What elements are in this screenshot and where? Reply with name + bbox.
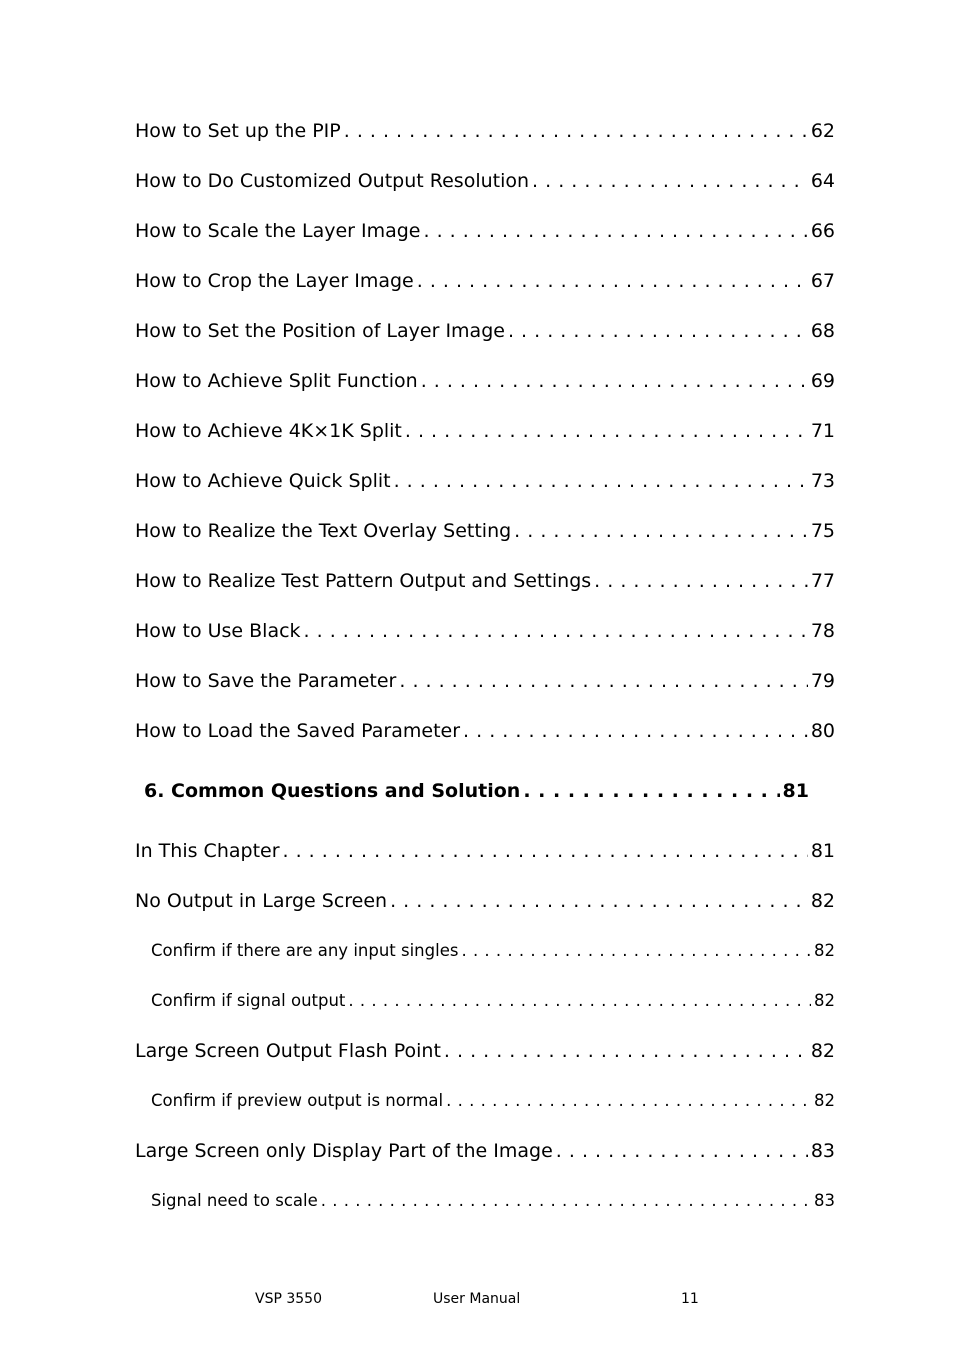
toc-entry-page: 71: [810, 420, 835, 442]
toc-entry[interactable]: [135, 890, 835, 912]
toc-entry-page: 67: [810, 270, 835, 292]
toc-subentry[interactable]: [151, 991, 835, 1010]
dot-leader: [321, 1191, 811, 1210]
toc-entry[interactable]: [135, 720, 835, 742]
toc-entry-title: How to Set up the PIP: [135, 120, 341, 142]
toc-entry-title: How to Achieve 4K×1K Split: [135, 420, 402, 442]
dot-leader: [421, 370, 808, 392]
toc-entry-title: How to Save the Parameter: [135, 670, 397, 692]
toc-entry[interactable]: [135, 120, 835, 142]
footer-doc-title: User Manual: [433, 1291, 521, 1307]
toc-entry-page: 77: [810, 570, 835, 592]
footer-page-number: 11: [681, 1291, 699, 1307]
toc-entry[interactable]: [135, 670, 835, 692]
toc-entry-title: Confirm if there are any input singles: [151, 941, 459, 960]
dot-leader: [417, 270, 808, 292]
toc-entry[interactable]: [135, 520, 835, 542]
dot-leader: [344, 120, 808, 142]
dot-leader: [508, 320, 808, 342]
toc-entry[interactable]: [135, 220, 835, 242]
toc-entry-page: 81: [810, 840, 835, 862]
toc-entry-title: Large Screen only Display Part of the Image: [135, 1140, 553, 1162]
toc-entry-title: Confirm if preview output is normal: [151, 1091, 444, 1110]
dot-leader: [304, 620, 808, 642]
dot-leader: [532, 170, 808, 192]
toc-entry-page: 82: [814, 991, 835, 1010]
dot-leader: [394, 470, 808, 492]
toc-subentry[interactable]: [151, 1091, 835, 1110]
toc-entry-title: How to Set the Position of Layer Image: [135, 320, 505, 342]
page-footer: [0, 1291, 954, 1311]
toc-entry[interactable]: [135, 370, 835, 392]
toc-entry-title: How to Load the Saved Parameter: [135, 720, 461, 742]
toc-entry[interactable]: [135, 570, 835, 592]
toc-entry[interactable]: [135, 270, 835, 292]
toc-entry[interactable]: [135, 320, 835, 342]
toc-entry-title: How to Realize Test Pattern Output and Settings: [135, 570, 592, 592]
toc-entry-title: How to Use Black: [135, 620, 301, 642]
toc-entry-title: Signal need to scale: [151, 1191, 318, 1210]
toc-entry-page: 68: [810, 320, 835, 342]
toc-entry-page: 64: [810, 170, 835, 192]
toc-entry-page: 79: [810, 670, 835, 692]
toc-entry-title: No Output in Large Screen: [135, 890, 388, 912]
toc-entry-page: 82: [814, 941, 835, 960]
dot-leader: [399, 670, 807, 692]
toc-entry[interactable]: [135, 1040, 835, 1062]
toc-entry-page: 82: [810, 890, 835, 912]
dot-leader: [523, 780, 779, 802]
toc-entry-page: 82: [814, 1091, 835, 1110]
toc-entry[interactable]: [135, 470, 835, 492]
toc-entry-page: 78: [810, 620, 835, 642]
dot-leader: [514, 520, 808, 542]
toc-entry-title: How to Realize the Text Overlay Setting: [135, 520, 512, 542]
toc-entry[interactable]: [135, 840, 835, 862]
toc-entry-page: 62: [810, 120, 835, 142]
dot-leader: [461, 941, 811, 960]
dot-leader: [594, 570, 808, 592]
dot-leader: [463, 720, 808, 742]
toc-entry-page: 83: [810, 1140, 835, 1162]
toc-entry-page: 80: [810, 720, 835, 742]
toc-entry[interactable]: [135, 1140, 835, 1162]
dot-leader: [444, 1040, 808, 1062]
toc-entry-page: 83: [814, 1191, 835, 1210]
toc-entry[interactable]: [135, 620, 835, 642]
toc-entry-page: 69: [810, 370, 835, 392]
dot-leader: [446, 1091, 811, 1110]
dot-leader: [283, 840, 808, 862]
toc-entry-title: Confirm if signal output: [151, 991, 346, 1010]
toc-entry-title: How to Achieve Quick Split: [135, 470, 391, 492]
dot-leader: [556, 1140, 808, 1162]
toc-entry-title: How to Scale the Layer Image: [135, 220, 421, 242]
toc-entry-title: 6. Common Questions and Solution: [144, 780, 521, 802]
toc-entry-page: 73: [810, 470, 835, 492]
dot-leader: [405, 420, 808, 442]
dot-leader: [348, 991, 811, 1010]
toc-entry-page: 75: [810, 520, 835, 542]
footer-product: VSP 3550: [255, 1291, 322, 1307]
dot-leader: [424, 220, 808, 242]
toc-entry[interactable]: [135, 420, 835, 442]
toc-entry-title: How to Do Customized Output Resolution: [135, 170, 530, 192]
toc-entry-page: 82: [810, 1040, 835, 1062]
toc-entry-title: Large Screen Output Flash Point: [135, 1040, 441, 1062]
toc-entry-title: In This Chapter: [135, 840, 280, 862]
toc-entry-page: 81: [782, 780, 809, 802]
toc-subentry[interactable]: [151, 1191, 835, 1210]
toc-entry-title: How to Achieve Split Function: [135, 370, 418, 392]
toc-entry[interactable]: [135, 170, 835, 192]
toc-entry-page: 66: [810, 220, 835, 242]
dot-leader: [390, 890, 808, 912]
toc-entry-title: How to Crop the Layer Image: [135, 270, 414, 292]
toc-subentry[interactable]: [151, 941, 835, 960]
toc-chapter-heading[interactable]: [144, 780, 809, 802]
